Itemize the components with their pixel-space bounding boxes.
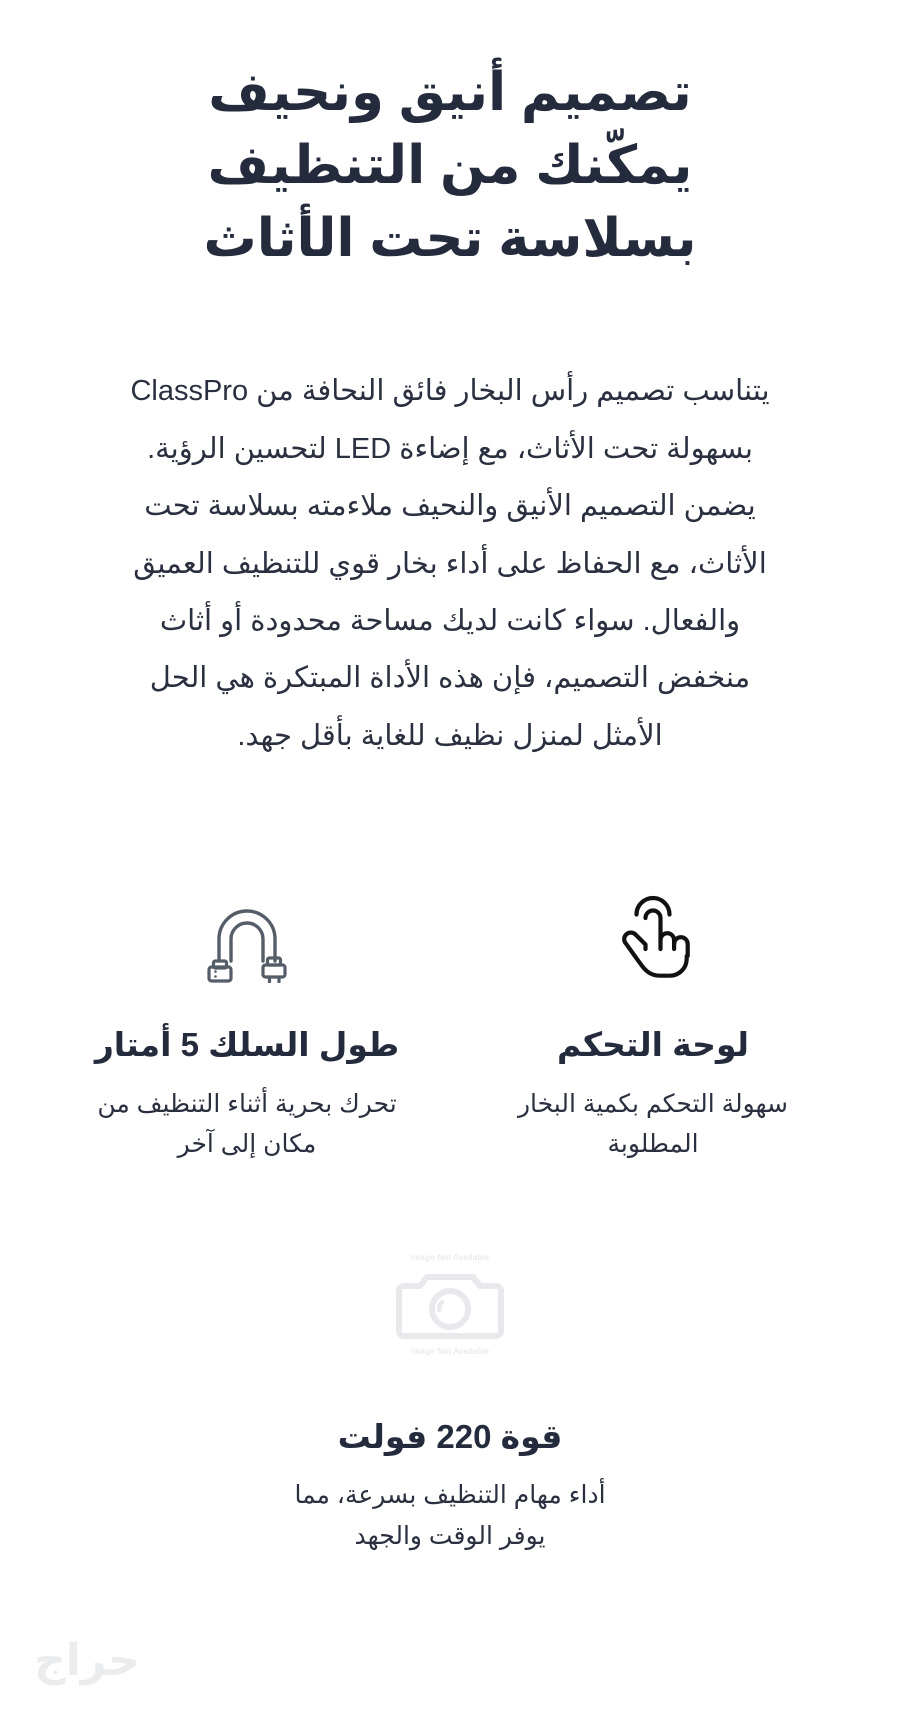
- feature-description: سهولة التحكم بكمية البخار المطلوبة: [517, 1089, 789, 1159]
- feature-cable-length: [44, 883, 450, 1165]
- power-cable-icon: [194, 883, 300, 987]
- product-description: يتناسب تصميم رأس البخار فائق النحافة من ClassPro بسهولة تحت الأثاث، مع إضاءة LED لتحسين الرؤية. يضمن التصميم الأنيق والنحيف ملاءمته بسلاسة تحت الأثاث، مع الحفاظ على أداء بخار قوي للتنظيف العميق والفعال. سواء كانت لديك مساحة محدودة أو أثاث منخفض التصميم، فإن هذه الأداة المبتكرة هي الحل الأمثل لمنزل نظيف للغاية بأقل جهد.: [130, 375, 770, 752]
- broken-image-placeholder-icon: [386, 1249, 514, 1361]
- watermark-label: حراج: [34, 1636, 140, 1685]
- touch-hand-icon: [607, 883, 699, 987]
- site-watermark: [34, 1636, 184, 1693]
- feature-description: تحرك بحرية أثناء التنظيف من مكان إلى آخر: [97, 1089, 397, 1159]
- feature-title: لوحة التحكم: [556, 1026, 750, 1064]
- page-title: تصميم أنيق ونحيف يمكّنك من التنظيف بسلاسة تحت الأثاث: [203, 63, 697, 269]
- placeholder-label-top: Image Not Available: [410, 1252, 490, 1262]
- placeholder-label-bottom: Image Not Available: [410, 1346, 490, 1356]
- feature-control-panel: [450, 883, 856, 1165]
- feature-title: قوة 220 فولت: [337, 1417, 563, 1455]
- feature-description: أداء مهام التنظيف بسرعة، مما يوفر الوقت والجهد: [294, 1481, 606, 1550]
- feature-power-rating: [0, 1165, 900, 1557]
- feature-grid: [0, 765, 900, 1165]
- feature-title: طول السلك 5 أمتار: [94, 1026, 400, 1064]
